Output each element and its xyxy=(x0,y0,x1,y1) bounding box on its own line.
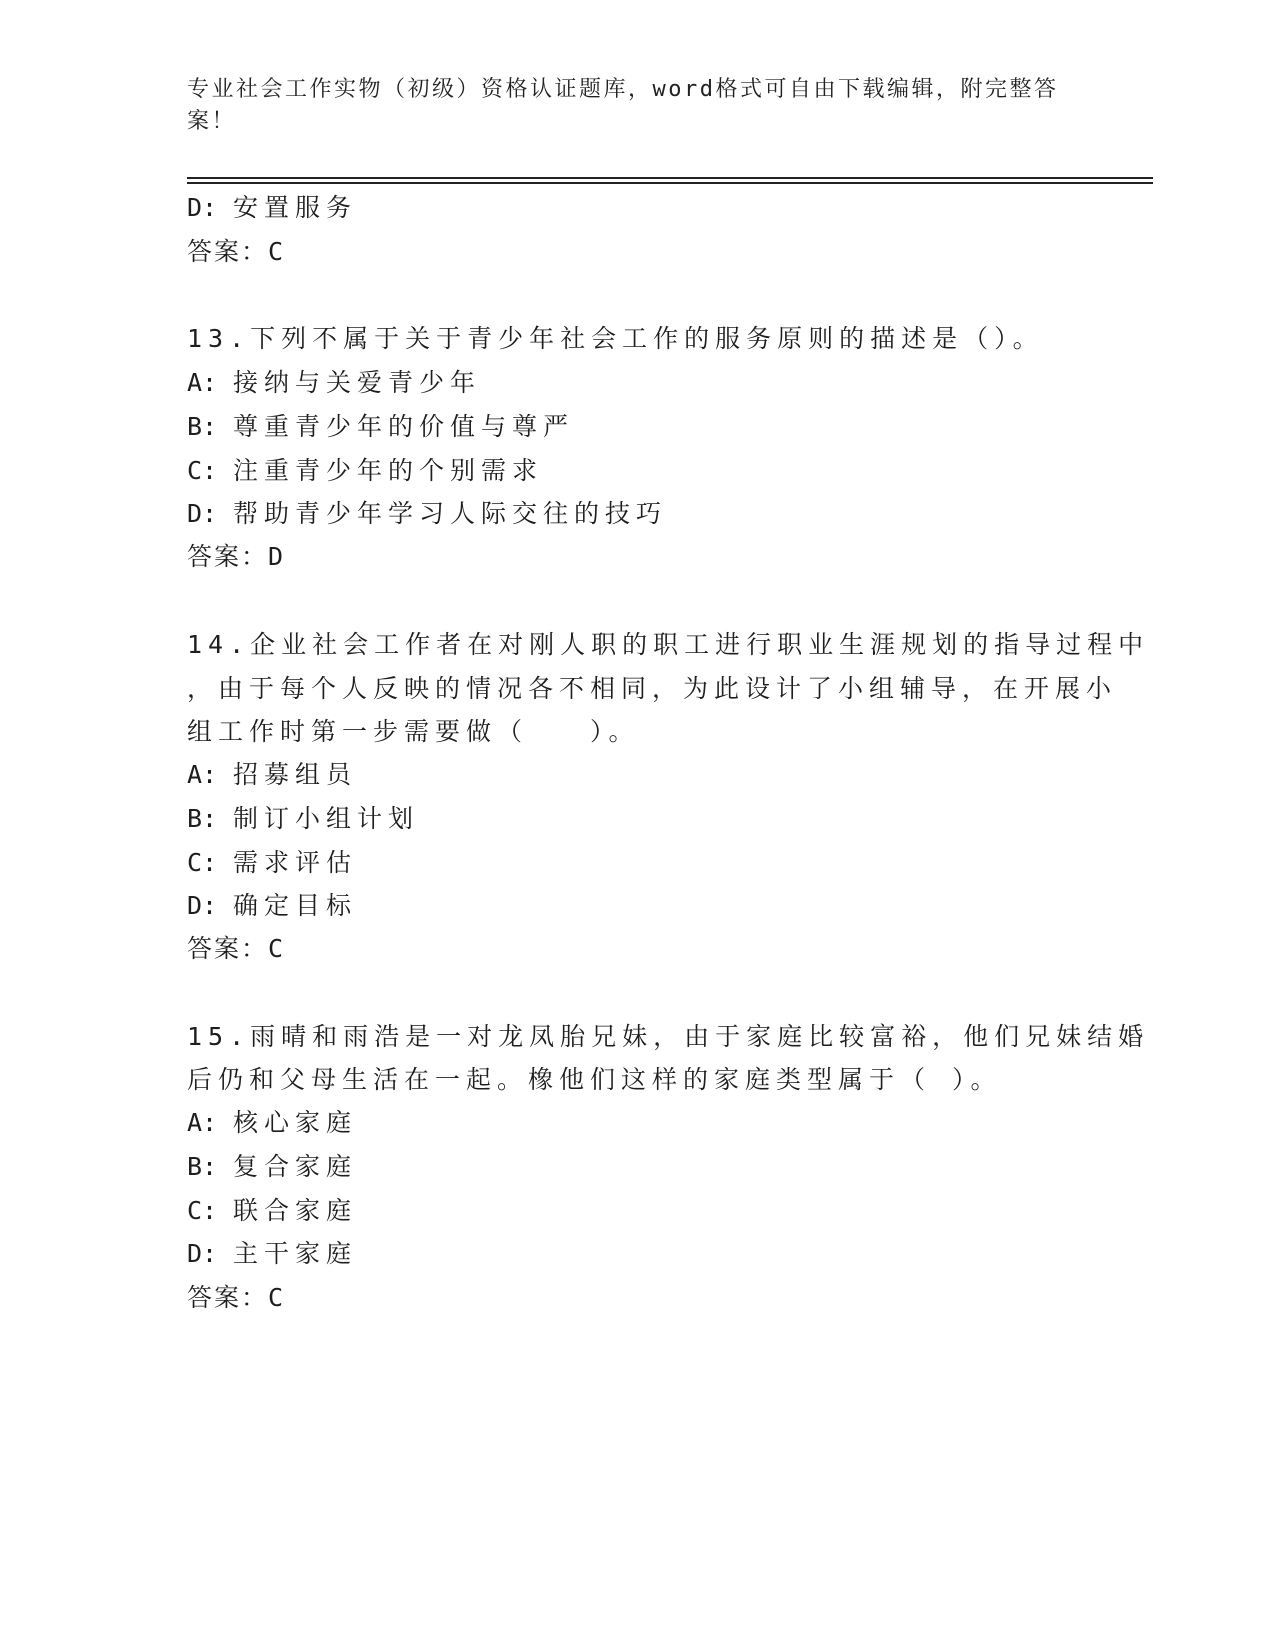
question-14-option-d xyxy=(187,891,357,921)
option-text: 注重青少年的个别需求 xyxy=(233,456,544,485)
question-13-option-c xyxy=(187,456,543,486)
option-text: 接纳与关爱青少年 xyxy=(233,368,482,397)
question-15-option-d xyxy=(187,1239,357,1269)
question-15-option-b xyxy=(187,1152,357,1182)
question-15-stem-line-1: 15.雨晴和雨浩是一对龙凤胎兄妹，由于家庭比较富裕，他们兄妹结婚 xyxy=(187,1022,1150,1051)
prev-answer: 答案：C xyxy=(187,237,286,266)
question-13-option-b xyxy=(187,412,574,442)
option-letter: A: xyxy=(187,1108,218,1137)
option-text: 安置服务 xyxy=(233,193,358,222)
option-letter: A: xyxy=(187,368,218,397)
page-header: 专业社会工作实物（初级）资格认证题库，word格式可自由下载编辑，附完整答案！ xyxy=(187,77,1059,134)
option-text: 确定目标 xyxy=(233,891,358,920)
option-letter: B: xyxy=(187,412,218,441)
option-letter: C: xyxy=(187,1196,218,1225)
option-letter: D: xyxy=(187,1239,218,1268)
question-14-option-b xyxy=(187,804,419,834)
option-text: 制订小组计划 xyxy=(233,804,420,833)
question-15-answer: 答案：C xyxy=(187,1283,286,1312)
option-text: 需求评估 xyxy=(233,848,358,877)
question-14-option-a xyxy=(187,760,357,790)
question-14-stem-line-1: 14.企业社会工作者在对刚人职的职工进行职业生涯规划的指导过程中 xyxy=(187,630,1150,659)
option-text: 尊重青少年的价值与尊严 xyxy=(233,412,575,441)
option-letter: A: xyxy=(187,760,218,789)
option-text: 联合家庭 xyxy=(233,1196,358,1225)
prev-option-d xyxy=(187,193,357,223)
option-letter: C: xyxy=(187,848,218,877)
question-14-stem-line-2: ，由于每个人反映的情况各不相同，为此设计了小组辅导，在开展小 xyxy=(187,674,1118,703)
option-letter: D: xyxy=(187,499,218,528)
question-15-stem-line-2: 后仍和父母生活在一起。橡他们这样的家庭类型属于（ ）。 xyxy=(187,1065,1002,1094)
option-text: 核心家庭 xyxy=(233,1108,358,1137)
option-letter: B: xyxy=(187,804,218,833)
question-14-stem-line-3: 组工作时第一步需要做（ ）。 xyxy=(187,717,640,746)
option-text: 招募组员 xyxy=(233,760,358,789)
option-letter: D: xyxy=(187,193,218,222)
question-13-answer: 答案：D xyxy=(187,542,286,571)
question-15-option-a xyxy=(187,1108,357,1138)
option-text: 帮助青少年学习人际交往的技巧 xyxy=(233,499,668,528)
option-text: 主干家庭 xyxy=(233,1239,358,1268)
question-13-option-d xyxy=(187,499,667,529)
question-13-option-a xyxy=(187,368,481,398)
question-15-option-c xyxy=(187,1196,357,1226)
question-14-answer: 答案：C xyxy=(187,934,286,963)
header-divider-bottom xyxy=(187,182,1153,184)
option-letter: C: xyxy=(187,456,218,485)
option-letter: B: xyxy=(187,1152,218,1181)
option-text: 复合家庭 xyxy=(233,1152,358,1181)
option-letter: D: xyxy=(187,891,218,920)
question-13-stem: 13.下列不属于关于青少年社会工作的服务原则的描述是（）。 xyxy=(187,324,1044,353)
header-divider-top xyxy=(187,177,1153,179)
question-14-option-c xyxy=(187,848,357,878)
